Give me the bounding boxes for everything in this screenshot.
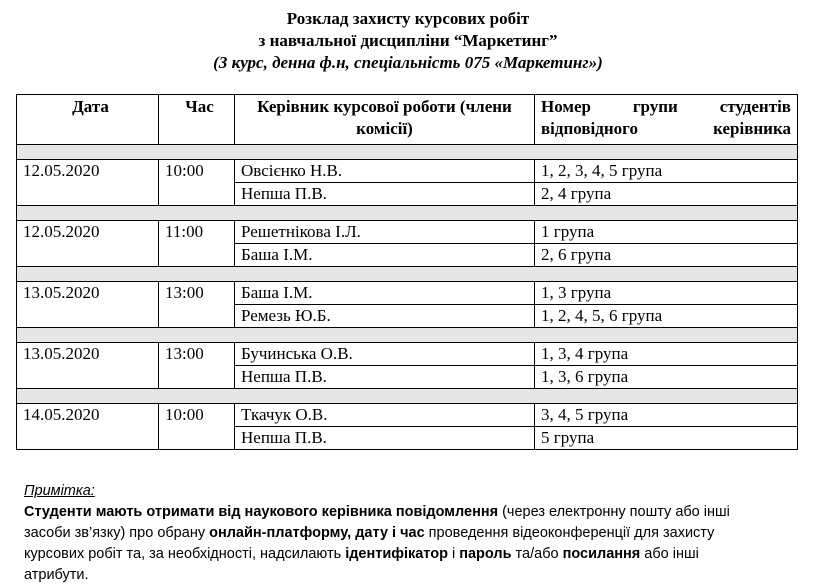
cell-groups: 1 група: [535, 221, 798, 244]
note-text: (через електронну пошту або інші засоби зв’язку) про обрану: [24, 504, 730, 541]
cell-supervisor: Баша І.М.: [235, 282, 535, 305]
cell-groups: 2, 4 група: [535, 183, 798, 206]
table-header-row: [17, 95, 798, 145]
cell-groups: 1, 3, 6 група: [535, 366, 798, 389]
cell-time: 10:00: [159, 404, 235, 450]
cell-supervisor: Непша П.В.: [235, 183, 535, 206]
note-emphasis-password: пароль: [459, 546, 512, 562]
cell-supervisor: Непша П.В.: [235, 366, 535, 389]
cell-supervisor: Бучинська О.В.: [235, 343, 535, 366]
column-header-time: Час: [159, 95, 235, 145]
note-text: та/або: [511, 546, 563, 562]
spacer-row: [17, 389, 798, 404]
cell-groups: 1, 2, 4, 5, 6 група: [535, 305, 798, 328]
note-text: і: [447, 546, 460, 562]
table-row: [17, 282, 798, 305]
cell-date: 12.05.2020: [17, 160, 159, 206]
cell-time: 10:00: [159, 160, 235, 206]
column-header-groups: Номер групи студентів відповідного керівника: [535, 95, 798, 145]
cell-supervisor: Непша П.В.: [235, 427, 535, 450]
cell-supervisor: Ремезь Ю.Б.: [235, 305, 535, 328]
cell-groups: 1, 3, 4 група: [535, 343, 798, 366]
note-heading: Примітка:: [24, 483, 95, 499]
cell-date: 14.05.2020: [17, 404, 159, 450]
cell-supervisor: Овсієнко Н.В.: [235, 160, 535, 183]
cell-supervisor: Ткачук О.В.: [235, 404, 535, 427]
table-row: [17, 343, 798, 366]
note-emphasis-students: Студенти мають отримати від наукового керівника повідомлення: [24, 504, 499, 520]
schedule-table: [16, 94, 798, 450]
document-subtitle: з навчальної дисципліни “Маркетинг”: [258, 31, 558, 50]
column-header-supervisor: Керівник курсової роботи (члени комісії): [235, 95, 535, 145]
note-emphasis-link: посилання: [562, 546, 641, 562]
table-row: [17, 221, 798, 244]
spacer-row: [17, 267, 798, 282]
cell-date: 13.05.2020: [17, 343, 159, 389]
cell-date: 12.05.2020: [17, 221, 159, 267]
cell-supervisor: Баша І.М.: [235, 244, 535, 267]
cell-time: 11:00: [159, 221, 235, 267]
cell-groups: 3, 4, 5 група: [535, 404, 798, 427]
cell-time: 13:00: [159, 343, 235, 389]
note-emphasis-platform: онлайн-платформу, дату і час: [209, 525, 425, 541]
cell-date: 13.05.2020: [17, 282, 159, 328]
column-header-date: Дата: [17, 95, 159, 145]
cell-supervisor: Решетнікова І.Л.: [235, 221, 535, 244]
note-text: проведення відеоконференції для захисту курсових робіт та, за необхідності, надсилають: [24, 525, 715, 562]
cell-time: 13:00: [159, 282, 235, 328]
note-text: або інші атрибути.: [24, 546, 699, 583]
table-row: [17, 404, 798, 427]
table-row: [17, 160, 798, 183]
cell-groups: 2, 6 група: [535, 244, 798, 267]
spacer-row: [17, 328, 798, 343]
document-course-info: (3 курс, денна ф.н, спеціальність 075 «Маркетинг»): [213, 53, 603, 72]
spacer-row: [17, 145, 798, 160]
note-block: [24, 481, 764, 586]
document-title: Розклад захисту курсових робіт: [286, 9, 530, 28]
cell-groups: 1, 2, 3, 4, 5 група: [535, 160, 798, 183]
spacer-row: [17, 206, 798, 221]
cell-groups: 5 група: [535, 427, 798, 450]
cell-groups: 1, 3 група: [535, 282, 798, 305]
note-emphasis-identifier: ідентифікатор: [345, 546, 448, 562]
